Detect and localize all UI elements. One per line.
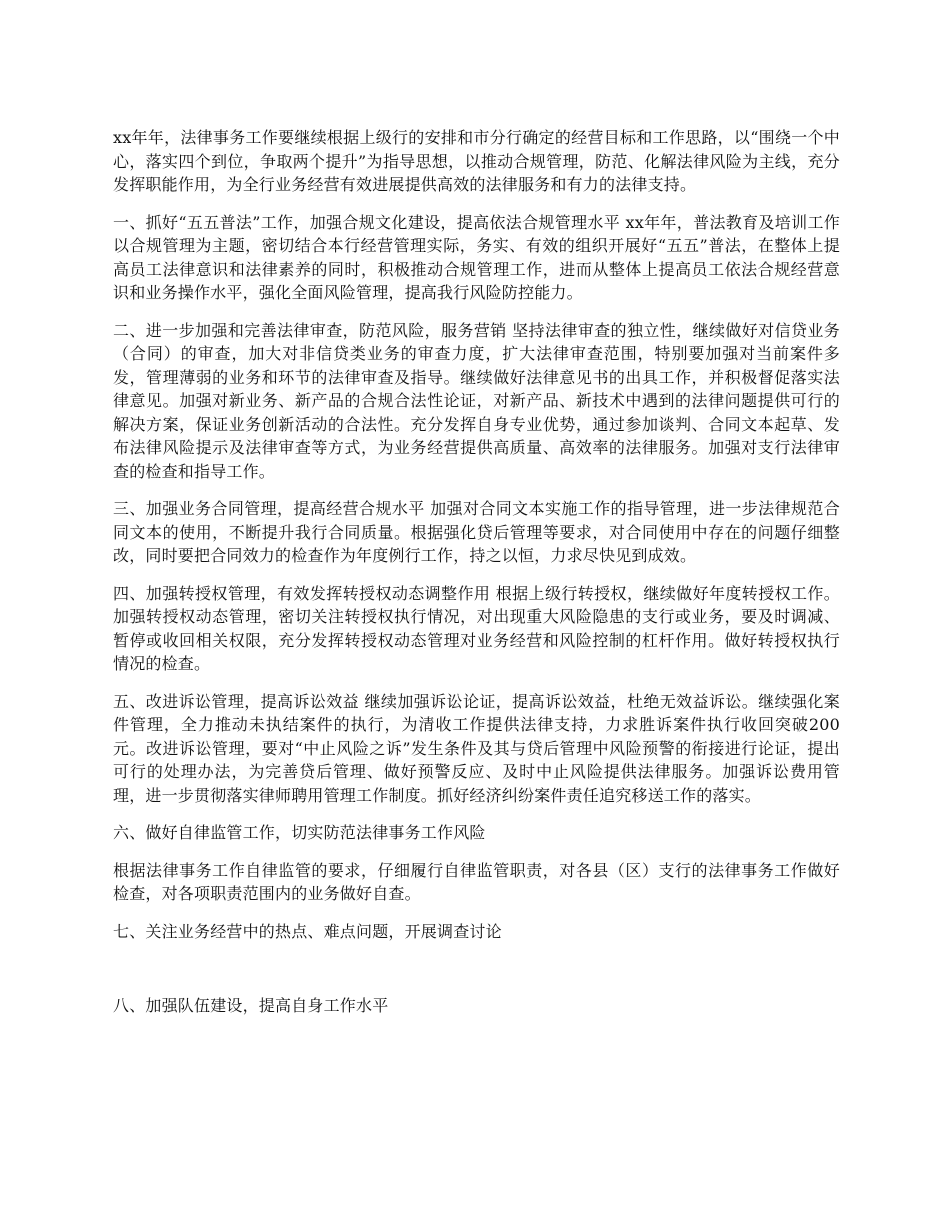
section-1-paragraph: 一、抓好“五五普法”工作，加强合规文化建设，提高依法合规管理水平 xx年年，普法教育及培训工作以合规管理为主题，密切结合本行经营管理实际，务实、有效的组织开展好“五五”普法，在整体上提高员工法律意识和法律素养的同时，积极推动合规管理工作，进而从整体上提高员工依法合规经营意识和业务操作水平，强化全面风险管理，提高我行风险防控能力。 <box>113 212 840 302</box>
document-body <box>113 126 840 1032</box>
section-7-heading: 七、关注业务经营中的热点、难点问题，开展调查讨论 <box>113 921 502 941</box>
section-4-paragraph: 四、加强转授权管理，有效发挥转授权动态调整作用 根据上级行转授权，继续做好年度转授权工作。加强转授权动态管理，密切关注转授权执行情况，对出现重大风险隐患的支行或业务，要及时调减、暂停或收回相关权限，充分发挥转授权动态管理对业务经营和风险控制的杠杆作用。做好转授权执行情况的检查。 <box>113 583 840 673</box>
section-6-paragraph: 根据法律事务工作自律监管的要求，仔细履行自律监管职责，对各县（区）支行的法律事务工作做好检查，对各项职责范围内的业务做好自查。 <box>113 860 840 903</box>
section-2-paragraph: 二、进一步加强和完善法律审查，防范风险，服务营销 坚持法律审查的独立性，继续做好对信贷业务（合同）的审查，加大对非信贷类业务的审查力度，扩大法律审查范围，特别要加强对当前案件多发，管理薄弱的业务和环节的法律审查及指导。继续做好法律意见书的出具工作，并积极督促落实法律意见。加强对新业务、新产品的合规合法性论证，对新产品、新技术中遇到的法律问题提供可行的解决方案，保证业务创新活动的合法性。充分发挥自身专业优势，通过参加谈判、合同文本起草、发布法律风险提示及法律审查等方式，为业务经营提供高质量、高效率的法律服务。加强对支行法律审查的检查和指导工作。 <box>113 320 840 481</box>
blank-gap <box>113 957 840 994</box>
section-5-paragraph: 五、改进诉讼管理，提高诉讼效益 继续加强诉讼论证，提高诉讼效益，杜绝无效益诉讼。继续强化案件管理，全力推动未执结案件的执行，为清收工作提供法律支持，力求胜诉案件执行收回突破200元。改进诉讼管理，要对“中止风险之诉”发生条件及其与贷后管理中风险预警的衔接进行论证，提出可行的处理办法，为完善贷后管理、做好预警反应、及时中止风险提供法律服务。加强诉讼费用管理，进一步贯彻落实律师聘用管理工作制度。抓好经济纠纷案件责任追究移送工作的落实。 <box>113 691 840 805</box>
section-6-heading: 六、做好自律监管工作，切实防范法律事务工作风险 <box>113 823 486 842</box>
section-8-heading: 八、加强队伍建设，提高自身工作水平 <box>113 996 389 1015</box>
section-3-paragraph: 三、加强业务合同管理，提高经营合规水平 加强对合同文本实施工作的指导管理，进一步法律规范合同文本的使用，不断提升我行合同质量。根据强化贷后管理等要求，对合同使用中存在的问题仔细整改，同时要把合同效力的检查作为年度例行工作，持之以恒，力求尽快见到成效。 <box>113 499 840 565</box>
intro-paragraph: xx年年，法律事务工作要继续根据上级行的安排和市分行确定的经营目标和工作思路，以“围绕一个中心，落实四个到位，争取两个提升”为指导思想，以推动合规管理，防范、化解法律风险为主线，充分发挥职能作用，为全行业务经营有效进展提供高效的法律服务和有力的法律支持。 <box>113 128 840 194</box>
